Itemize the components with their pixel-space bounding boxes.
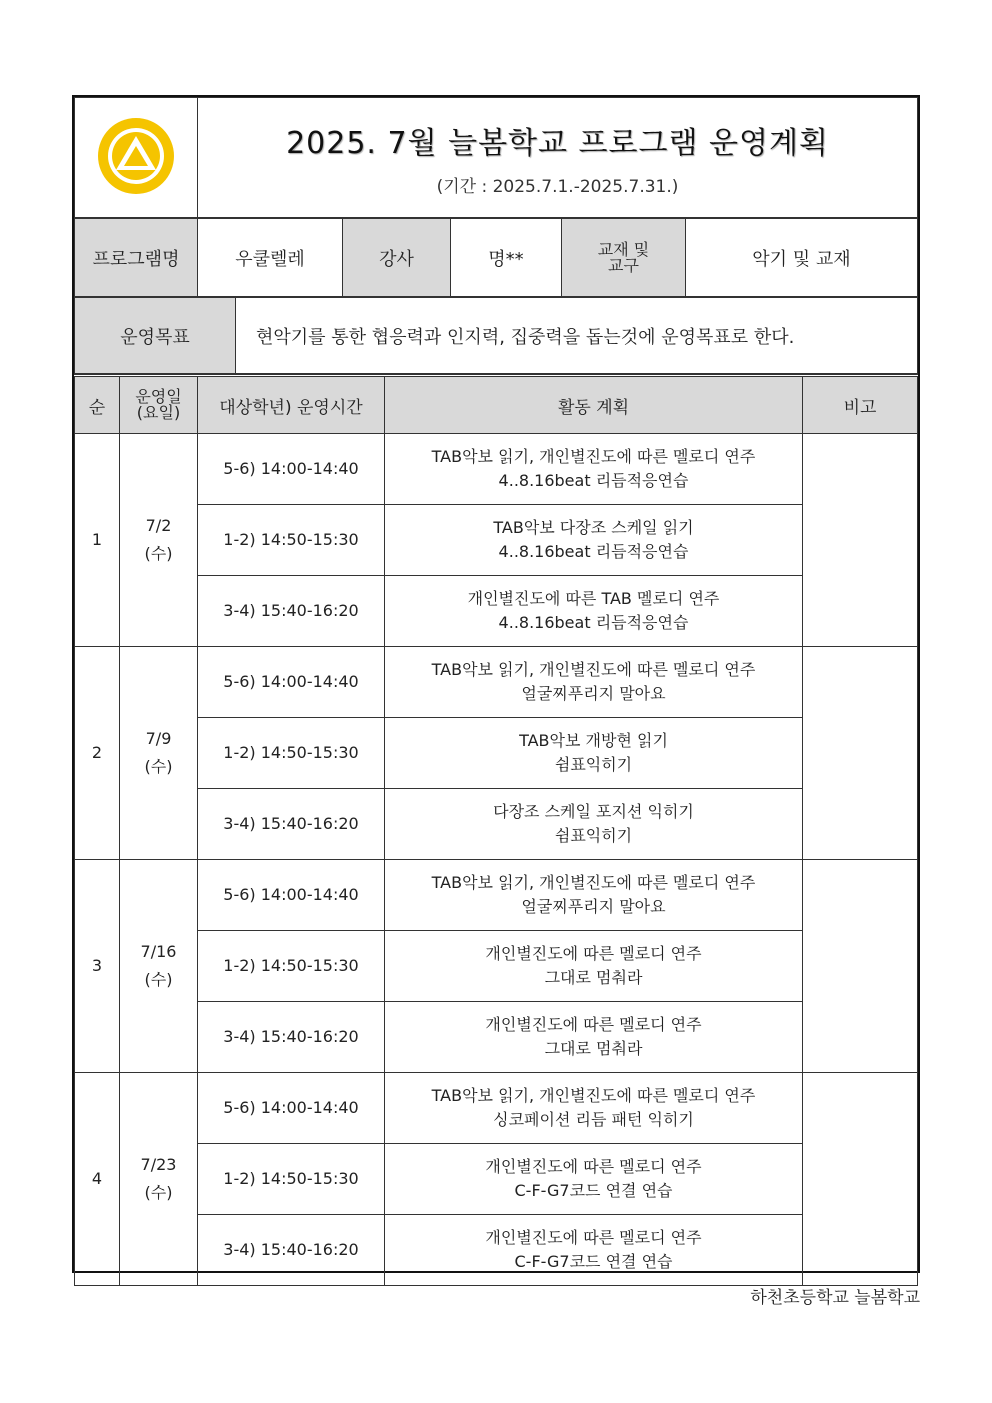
plan-line-2: 4..8.16beat 리듬적응연습 — [498, 542, 689, 561]
session-plan — [385, 576, 803, 647]
goal-label: 운영목표 — [75, 298, 236, 374]
session-time: 1-2) 14:50-15:30 — [198, 718, 385, 789]
plan-line-1: TAB악보 다장조 스케일 읽기 — [493, 518, 694, 537]
plan-line-1: 개인별진도에 따른 멜로디 연주 — [485, 944, 702, 963]
col-no: 순 — [75, 376, 120, 434]
session-time: 3-4) 15:40-16:20 — [198, 576, 385, 647]
plan-line-2: 싱코페이션 리듬 패턴 익히기 — [493, 1110, 694, 1129]
table-row — [75, 718, 918, 789]
session-plan — [385, 505, 803, 576]
plan-line-2: 쉼표익히기 — [554, 826, 633, 845]
plan-line-2: C-F-G7코드 연결 연습 — [514, 1181, 673, 1200]
day-text: (수) — [144, 757, 173, 776]
material-label — [562, 219, 686, 297]
plan-line-2: 그대로 멈춰라 — [544, 968, 643, 987]
plan-line-2: 얼굴찌푸리지 말아요 — [521, 684, 666, 703]
plan-line-1: 개인별진도에 따른 TAB 멜로디 연주 — [467, 589, 720, 608]
material-label-line2: 교구 — [608, 255, 639, 275]
col-date-line1: 운영일 — [135, 387, 182, 406]
session-plan — [385, 1073, 803, 1144]
table-row — [75, 576, 918, 647]
teacher-label: 강사 — [343, 219, 451, 297]
session-plan — [385, 718, 803, 789]
session-plan — [385, 931, 803, 1002]
session-time: 5-6) 14:00-14:40 — [198, 860, 385, 931]
material-value: 악기 및 교재 — [686, 219, 918, 297]
table-row — [75, 505, 918, 576]
session-time: 5-6) 14:00-14:40 — [198, 647, 385, 718]
table-row — [75, 1144, 918, 1215]
row-number: 2 — [75, 647, 120, 860]
plan-line-1: 개인별진도에 따른 멜로디 연주 — [485, 1157, 702, 1176]
day-text: (수) — [144, 970, 173, 989]
session-plan — [385, 1144, 803, 1215]
col-note: 비고 — [803, 376, 918, 434]
plan-line-1: TAB악보 읽기, 개인별진도에 따른 멜로디 연주 — [431, 660, 756, 679]
schedule-header-row — [75, 376, 918, 434]
plan-line-1: TAB악보 읽기, 개인별진도에 따른 멜로디 연주 — [431, 447, 756, 466]
plan-line-1: TAB악보 개방현 읽기 — [519, 731, 668, 750]
row-note — [803, 1073, 918, 1286]
row-number: 1 — [75, 434, 120, 647]
session-time: 1-2) 14:50-15:30 — [198, 931, 385, 1002]
session-plan — [385, 860, 803, 931]
plan-line-2: C-F-G7코드 연결 연습 — [514, 1252, 673, 1271]
teacher-value: 명** — [451, 219, 562, 297]
col-date — [120, 376, 198, 434]
row-note — [803, 647, 918, 860]
row-date — [120, 860, 198, 1073]
table-row — [75, 647, 918, 718]
plan-line-1: TAB악보 읽기, 개인별진도에 따른 멜로디 연주 — [431, 873, 756, 892]
row-date — [120, 434, 198, 647]
page-title: 2025. 7월 늘봄학교 프로그램 운영계획 — [286, 126, 829, 161]
day-text: (수) — [144, 1183, 173, 1202]
title-table — [74, 97, 918, 218]
table-row — [75, 1073, 918, 1144]
plan-line-2: 그대로 멈춰라 — [544, 1039, 643, 1058]
session-time: 1-2) 14:50-15:30 — [198, 1144, 385, 1215]
school-emblem-icon — [94, 114, 178, 198]
row-note — [803, 434, 918, 647]
material-label-line1: 교재 및 — [597, 239, 650, 259]
plan-document — [72, 95, 920, 1273]
info-table — [74, 218, 918, 297]
table-row — [75, 1002, 918, 1073]
session-plan — [385, 434, 803, 505]
session-time: 1-2) 14:50-15:30 — [198, 505, 385, 576]
footer-school-name: 하천초등학교 늘봄학교 — [750, 1288, 920, 1308]
row-number: 4 — [75, 1073, 120, 1286]
schedule-body — [75, 434, 918, 1286]
session-plan — [385, 647, 803, 718]
row-date — [120, 647, 198, 860]
goal-table — [74, 297, 918, 374]
plan-line-1: 개인별진도에 따른 멜로디 연주 — [485, 1015, 702, 1034]
plan-line-2: 쉼표익히기 — [554, 755, 633, 774]
table-row — [75, 434, 918, 505]
session-time: 5-6) 14:00-14:40 — [198, 434, 385, 505]
plan-line-1: 개인별진도에 따른 멜로디 연주 — [485, 1228, 702, 1247]
date-text: 7/9 — [145, 729, 172, 748]
date-text: 7/23 — [140, 1155, 177, 1174]
plan-line-1: 다장조 스케일 포지션 익히기 — [493, 802, 694, 821]
session-time: 3-4) 15:40-16:20 — [198, 1215, 385, 1286]
table-row — [75, 789, 918, 860]
title-cell — [198, 98, 918, 218]
date-text: 7/2 — [145, 516, 172, 535]
row-number: 3 — [75, 860, 120, 1073]
session-plan — [385, 1215, 803, 1286]
plan-line-2: 4..8.16beat 리듬적응연습 — [498, 471, 689, 490]
table-row — [75, 1215, 918, 1286]
session-plan — [385, 1002, 803, 1073]
col-plan: 활동 계획 — [385, 376, 803, 434]
plan-line-1: TAB악보 읽기, 개인별진도에 따른 멜로디 연주 — [431, 1086, 756, 1105]
row-note — [803, 860, 918, 1073]
col-grade-time: 대상학년) 운영시간 — [198, 376, 385, 434]
date-text: 7/16 — [140, 942, 177, 961]
row-date — [120, 1073, 198, 1286]
program-label: 프로그램명 — [75, 219, 198, 297]
table-row — [75, 931, 918, 1002]
goal-value: 현악기를 통한 협응력과 인지력, 집중력을 돕는것에 운영목표로 한다. — [236, 298, 918, 374]
plan-line-2: 얼굴찌푸리지 말아요 — [521, 897, 666, 916]
session-plan — [385, 789, 803, 860]
schedule-table — [74, 374, 918, 1286]
period-text: (기간 : 2025.7.1.-2025.7.31.) — [436, 177, 679, 197]
plan-line-2: 4..8.16beat 리듬적응연습 — [498, 613, 689, 632]
col-date-line2: (요일) — [136, 403, 181, 422]
program-value: 우쿨렐레 — [198, 219, 343, 297]
session-time: 5-6) 14:00-14:40 — [198, 1073, 385, 1144]
day-text: (수) — [144, 544, 173, 563]
session-time: 3-4) 15:40-16:20 — [198, 789, 385, 860]
session-time: 3-4) 15:40-16:20 — [198, 1002, 385, 1073]
logo-cell — [75, 98, 198, 218]
table-row — [75, 860, 918, 931]
